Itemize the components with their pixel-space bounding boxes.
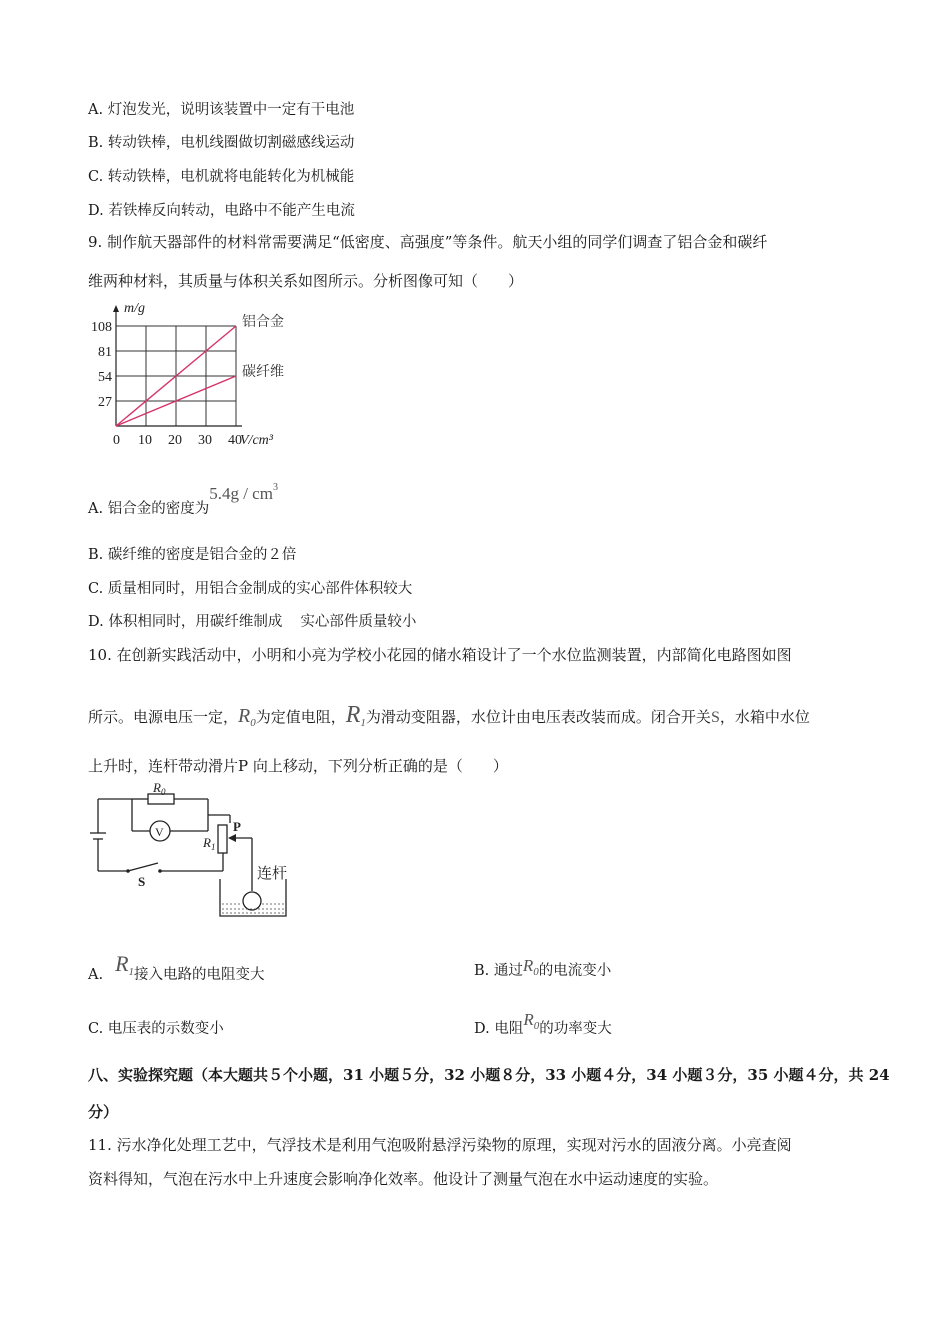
q9-stem-line2: 维两种材料，其质量与体积关系如图所示。分析图像可知（ ） [88,272,524,290]
y-axis-label: m/g [124,301,145,316]
q10-option-b-text: 的电流变小 [538,963,612,979]
y-axis-arrow [113,305,119,312]
x-tick-label: 20 [168,433,182,448]
q10-stem-text-a: 所示。电源电压一定， [88,708,239,726]
r0-letter-b: R [522,956,534,975]
density-exponent: 3 [272,482,278,493]
section-heading-line1: 八、实验探究题（本大题共５个小题，31 小题５分，32 小题８分，33 小题４分，34 小题３分，35 小题４分，共 24 [88,1066,890,1084]
r1-subscript-a: 1 [128,966,135,978]
y-tick-label: 54 [98,370,112,385]
q9-option-a-prefix: A. 铝合金的密度为 [88,501,210,517]
label-r1: $R_1$ [203,835,216,852]
circuit-diagram [90,783,300,923]
y-tick-label: 81 [98,345,112,360]
r1-letter-a: R [115,951,129,976]
x-tick-label: 10 [138,433,152,448]
x-axis-label: V/cm³ [240,433,273,448]
q9-option-d-part1: D. 体积相同时，用碳纤维制成 [88,614,283,630]
r0-subscript-d: 0 [533,1020,540,1032]
r1-subscript: 1 [360,717,366,729]
q10-stem-line1: 10. 在创新实践活动中，小明和小亮为学校小花园的储水箱设计了一个水位监测装置，内部简化电路图如图 [88,646,792,664]
r1-symbol-a [115,951,134,976]
legend-label: 铝合金 [242,315,284,330]
q10-stem-text-c: 为滑动变阻器，水位计由电压表改装而成。闭合开关 [365,708,711,726]
voltmeter-label: V [155,825,164,839]
mass-volume-chart [88,296,318,456]
slider-label: P [233,819,241,834]
q10-stem-line2 [88,702,810,729]
r0-symbol-b [522,956,539,978]
q10-option-b [474,956,612,982]
q9-option-c: C. 质量相同时，用铝合金制成的实心部件体积较大 [88,581,413,597]
r0-subscript: 0 [250,717,256,729]
q10-stem-line3: 上升时，连杆带动滑片P 向上移动，下列分析正确的是（ ） [88,757,508,775]
q10-option-a-prefix: A. [88,967,104,983]
chart-axes [113,305,242,426]
x-tick-label: 30 [198,433,212,448]
q10-option-d [474,1010,612,1040]
r0-letter-d: R [523,1010,534,1029]
legend-label: 碳纤维 [242,365,284,380]
r1-letter: R [345,702,361,728]
q9-option-b: B. 碳纤维的密度是铝合金的２倍 [88,547,297,563]
q10-option-c: C. 电压表的示数变小 [88,1021,224,1037]
r0-letter: R [238,705,251,727]
q10-option-d-prefix: D. 电阻 [474,1021,524,1037]
r0-symbol-d [523,1010,540,1032]
switch-symbol: S [710,709,720,726]
q11-stem-line1: 11. 污水净化处理工艺中，气浮技术是利用气泡吸附悬浮污染物的原理，实现对污水的固液分离。小亮查阅 [88,1136,792,1154]
q8-option-c: C. 转动铁棒，电机就将电能转化为机械能 [88,169,355,185]
r0-subscript-b: 0 [533,966,539,978]
q8-option-b: B. 转动铁棒，电机线圈做切割磁感线运动 [88,135,355,151]
x-tick-label: 0 [113,433,120,448]
q9-option-d-part2: 实心部件质量较小 [300,614,417,630]
q11-stem-line2: 资料得知，气泡在污水中上升速度会影响净化效率。他设计了测量气泡在水中运动速度的实验。 [88,1170,719,1188]
section-heading-line2: 分） [88,1103,119,1121]
q10-stem-text-b: 为定值电阻， [255,708,346,726]
q10-option-d-text: 的功率变大 [539,1021,612,1037]
y-tick-label: 27 [98,395,112,410]
q9-stem-line1: 9. 制作航天器部件的材料常需要满足“低密度、高强度”等条件。航天小组的同学们调查了铝合金和碳纤 [88,233,768,251]
q10-option-a [88,951,265,986]
q9-option-a [88,482,278,518]
r0-symbol [238,705,256,727]
switch-label: S [138,874,146,889]
q8-option-a: A. 灯泡发光，说明该装置中一定有干电池 [88,102,355,118]
y-tick-label: 108 [91,320,112,335]
q10-stem-text-d: ，水箱中水位 [719,708,810,726]
q10-option-a-text: 接入电路的电阻变大 [134,967,265,983]
q9-option-d [88,610,416,631]
q8-option-d: D. 若铁棒反向转动，电路中不能产生电流 [88,203,355,219]
rod-label: 连杆 [257,866,288,882]
q10-option-b-prefix: B. 通过 [474,963,523,979]
r1-symbol [346,702,366,728]
x-tick-label: 40 [228,433,242,448]
density-value: 5.4g / cm [209,484,273,503]
label-r0: $R_0$ [153,783,166,797]
